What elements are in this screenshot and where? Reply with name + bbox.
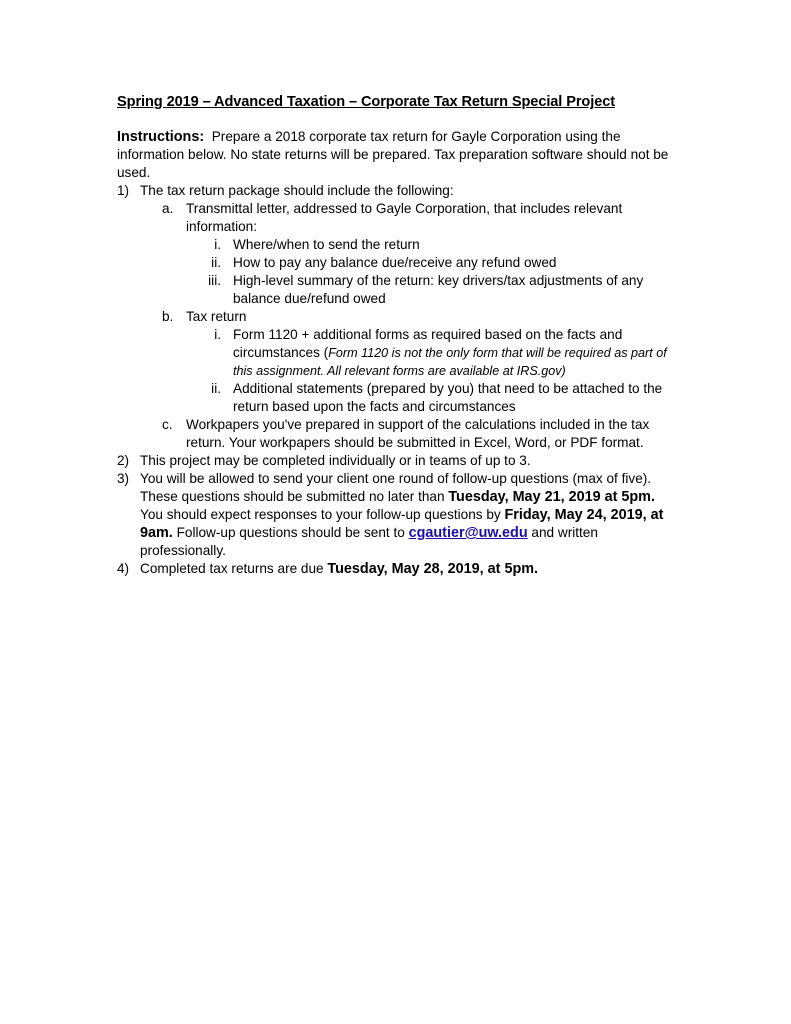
page-title: Spring 2019 – Advanced Taxation – Corporate Tax Return Special Project: [117, 94, 615, 110]
italic-note: Form 1120 is not the only form that will be required as part of this assignment. All relevant forms are available at IRS.gov): [233, 346, 667, 378]
list-item-1b: [117, 308, 677, 326]
list-item-text: Additional statements (prepared by you) that need to be attached to the return based upon the facts and circumstances: [233, 381, 663, 414]
list-item-text: The tax return package should include the following:: [140, 183, 454, 198]
list-item-1b-ii: [117, 380, 677, 416]
list-item-text: This project may be completed individually or in teams of up to 3.: [140, 453, 531, 468]
list-item-1b-i: [117, 326, 677, 380]
list-item-text: Tax return: [186, 309, 247, 324]
list-number: i.: [214, 237, 221, 252]
deadline-questions: Tuesday, May 21, 2019 at 5pm.: [448, 489, 655, 505]
list-item-text: Follow-up questions should be sent to: [172, 525, 409, 540]
list-item-1a-iii: [117, 272, 677, 308]
list-item-text: Completed tax returns are due: [140, 561, 328, 576]
document-body: [117, 128, 677, 578]
list-item-text: Workpapers you've prepared in support of the calculations included in the tax return. Your workpapers should be submitted in Excel, Word, or PDF format.: [186, 417, 650, 450]
list-number: 2): [117, 453, 130, 468]
deadline-responses: Friday, May 24, 2019, at 9am.: [140, 507, 664, 541]
list-item-text: You will be allowed to send your client one round of follow-up questions (max of five). These questions should be submitted no later than: [140, 471, 652, 504]
list-item-3: [117, 470, 677, 560]
list-number: 4): [117, 561, 130, 576]
list-item-text: You should expect responses to your follow-up questions by: [140, 507, 505, 522]
list-item-1a-ii: [117, 254, 677, 272]
list-number: ii.: [211, 255, 221, 270]
list-number: c.: [162, 417, 173, 432]
list-number: iii.: [208, 273, 221, 288]
list-item-1: [117, 182, 677, 200]
list-item-text: Form 1120 + additional forms as required based on the facts and circumstances (: [233, 327, 623, 360]
list-item-text: High-level summary of the return: key drivers/tax adjustments of any balance due/refund owed: [233, 273, 644, 306]
deadline-returns: Tuesday, May 28, 2019, at 5pm.: [327, 561, 539, 577]
list-item-1a: [117, 200, 677, 236]
instructions-paragraph: [117, 128, 677, 182]
list-item-2: [117, 452, 677, 470]
list-item-1c: [117, 416, 677, 452]
list-item-1a-i: [117, 236, 677, 254]
list-number: a.: [162, 201, 174, 216]
list-item-text: and written professionally.: [140, 525, 598, 558]
instructions-text: Prepare a 2018 corporate tax return for Gayle Corporation using the information below. No state returns will be prepared. Tax preparation software should not be used.: [117, 129, 669, 180]
list-number: 1): [117, 183, 130, 198]
list-number: ii.: [211, 381, 221, 396]
list-number: i.: [214, 327, 221, 342]
list-item-text: Where/when to send the return: [233, 237, 420, 252]
list-number: 3): [117, 471, 130, 486]
list-item-text: How to pay any balance due/receive any refund owed: [233, 255, 557, 270]
list-item-text: Transmittal letter, addressed to Gayle Corporation, that includes relevant information:: [186, 201, 623, 234]
email-link[interactable]: cgautier@uw.edu: [408, 525, 528, 541]
list-number: b.: [162, 309, 174, 324]
list-item-4: [117, 560, 677, 578]
instructions-label: Instructions:: [117, 129, 205, 145]
